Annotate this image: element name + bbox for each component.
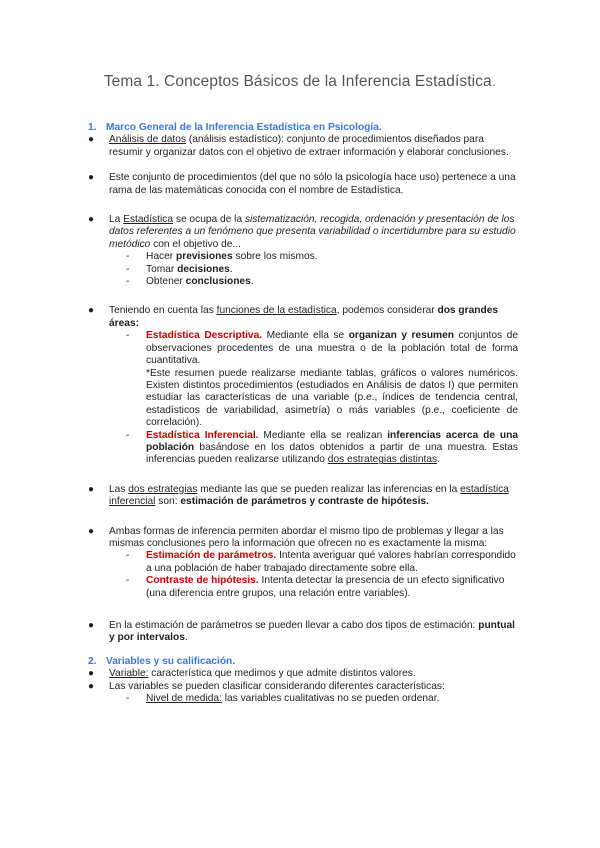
bullet-icon: ● <box>88 214 95 226</box>
term-estadistica: Estadística <box>123 214 174 226</box>
term-nivel-medida: Nivel de medida: <box>146 693 222 705</box>
dash-icon: - <box>126 263 130 275</box>
bullet-icon: ● <box>88 483 95 495</box>
note-descriptiva <box>88 368 518 430</box>
section-number: 2. <box>88 655 97 667</box>
bold-term: conclusiones <box>185 276 251 288</box>
italic-definition: sistematización, recogida, ordenación y presentación de los datos referentes a un fenómeno que presenta variabilidad o incertidumbre para su estudio metódico <box>109 214 516 250</box>
term-funciones: funciones de la estadística <box>216 305 337 317</box>
bullet-clasificar-variables <box>88 681 518 693</box>
document-title <box>0 73 600 91</box>
text-fragment: mediante las que se pueden realizar las inferencias en la <box>197 483 461 495</box>
sub-item-decisiones <box>88 264 518 276</box>
section-label: Variables y su calificación. <box>106 655 236 667</box>
sub-item-contraste-hipotesis <box>88 575 518 600</box>
term-estadistica-inferencial: estadística inferencial <box>109 483 509 508</box>
bold-term: dos grandes áreas: <box>109 305 499 329</box>
text-fragment: La <box>109 214 124 226</box>
text-fragment: basándose en los datos obtenidos a partir de una muestra. Estas inferencias pueden realizarse utilizando <box>146 441 518 466</box>
dash-icon: - <box>126 429 130 441</box>
text-fragment: Intenta averiguar qué valores habrían correspondido a una población de haber trabajado directamente sobre ella. <box>146 550 516 574</box>
bullet-ambas-formas <box>88 526 518 551</box>
bold-term: organizan y resumen <box>348 330 454 342</box>
note-text: *Este resumen puede realizarse mediante tablas, gráficos o valores numéricos. Existen distintos procedimientos (estudiados en Análisis de datos I) que permiten estudiar las características de una variable (p.e., índices de tendencia central, estadísticos de variabilidad, asimetría) o más variables (p.e., coeficiente de correlación). <box>146 367 518 429</box>
bold-term: inferencias acerca de una población <box>146 429 518 453</box>
title-dot: . <box>491 73 497 90</box>
dash-icon: - <box>126 693 130 705</box>
label-descriptiva: Estadística Descriptiva. <box>146 330 263 342</box>
sub-item-estadistica-descriptiva <box>88 330 518 367</box>
bullet-variable <box>88 668 518 680</box>
bullet-funciones-estadistica <box>88 305 518 330</box>
text-fragment: Tomar <box>146 263 178 275</box>
sub-item-conclusiones <box>88 276 518 288</box>
sub-item-nivel-medida <box>88 693 518 705</box>
bullet-icon: ● <box>88 680 95 692</box>
bullet-text: Este conjunto de procedimientos (del que no sólo la psicología hace uso) pertenece a una rama de las matemáticas conocida con el nombre de Estadística. <box>109 172 516 196</box>
dash-icon: - <box>126 330 130 342</box>
bullet-icon: ● <box>88 620 95 631</box>
bullet-icon: ● <box>88 172 95 184</box>
label-inferencial: Estadística Inferencial. <box>146 429 259 441</box>
text-fragment: Teniendo en cuenta las <box>109 305 217 317</box>
text-fragment: característica que medimos y que admite distintos valores. <box>148 668 416 680</box>
sub-item-estimacion-parametros <box>88 550 518 575</box>
term-dos-estrategias: dos estrategias distintas <box>327 454 438 466</box>
text-fragment: conjuntos de observaciones procedentes de una muestra o de la población total de forma cuantitativa. <box>146 330 518 367</box>
text-fragment: Las <box>109 483 129 495</box>
text-fragment: se ocupa de la <box>173 214 245 226</box>
bullet-estimacion-tipos <box>88 620 518 645</box>
text-fragment: Mediante ella se realizan <box>258 429 388 441</box>
section-number: 1. <box>88 122 97 133</box>
text-fragment: En la estimación de parámetros se pueden llevar a cabo dos tipos de estimación: <box>109 620 479 631</box>
bullet-estadistica <box>88 214 518 251</box>
bullet-analisis-datos <box>88 134 518 159</box>
bullet-text: Las variables se pueden clasificar considerando diferentes características: <box>109 680 445 692</box>
text-fragment: Obtener <box>146 276 186 288</box>
text-fragment: . <box>229 263 233 275</box>
bullet-conjunto-procedimientos <box>88 172 518 197</box>
text-fragment: Mediante ella se <box>262 330 349 342</box>
term-dos-estrategias: dos estrategias <box>128 483 198 495</box>
text-fragment: , podemos considerar <box>336 305 438 317</box>
sub-item-estadistica-inferencial <box>88 430 518 467</box>
section-label: Marco General de la Inferencia Estadística en Psicología. <box>106 122 382 133</box>
dash-icon: - <box>126 276 130 288</box>
bullet-dos-estrategias <box>88 484 518 509</box>
dash-icon: - <box>126 575 130 587</box>
term-variable: Variable: <box>109 668 149 680</box>
bullet-icon: ● <box>88 134 95 146</box>
text-fragment: Intenta detectar la presencia de un efecto significativo (una diferencia entre grupos, una relación entre variables). <box>146 575 505 599</box>
text-fragment: son: <box>155 496 181 508</box>
bullet-text: Ambas formas de inferencia permiten abordar el mismo tipo de problemas y llegar a las mismas conclusiones pero la información que ofrecen no es exactamente la misma: <box>109 525 504 549</box>
text-fragment: con el objetivo de... <box>150 238 241 250</box>
bold-term: puntual y por intervalos <box>109 620 516 644</box>
text-fragment: . <box>250 276 254 288</box>
bold-term: estimación de parámetros y contraste de hipótesis. <box>180 496 429 508</box>
document-body <box>88 122 518 705</box>
term-analisis-datos: Análisis de datos <box>109 134 187 146</box>
bullet-icon: ● <box>88 525 95 537</box>
bold-term: previsiones <box>176 251 233 263</box>
text-fragment: . <box>184 632 188 644</box>
text-fragment: las variables cualitativas no se pueden ordenar. <box>221 693 440 705</box>
bold-term: decisiones <box>177 263 230 275</box>
text-fragment: sobre los mismos. <box>232 251 318 263</box>
title-text: Tema 1. Conceptos Básicos de la Inferencia Estadística <box>103 73 492 90</box>
label-contraste: Contraste de hipótesis. <box>146 575 259 587</box>
section-heading-2 <box>88 656 518 668</box>
dash-icon: - <box>126 251 130 263</box>
bullet-icon: ● <box>88 668 95 680</box>
dash-icon: - <box>126 550 130 562</box>
bullet-text: (análisis estadístico): conjunto de procedimientos diseñados para resumir y organizar datos con el objetivo de extraer información y elaborar conclusiones. <box>109 134 509 158</box>
label-estimacion: Estimación de parámetros. <box>146 550 277 562</box>
section-heading-1 <box>88 122 518 134</box>
text-fragment: Hacer <box>146 251 177 263</box>
text-fragment: . <box>437 454 440 466</box>
sub-item-previsiones <box>88 251 518 263</box>
bullet-icon: ● <box>88 305 95 317</box>
